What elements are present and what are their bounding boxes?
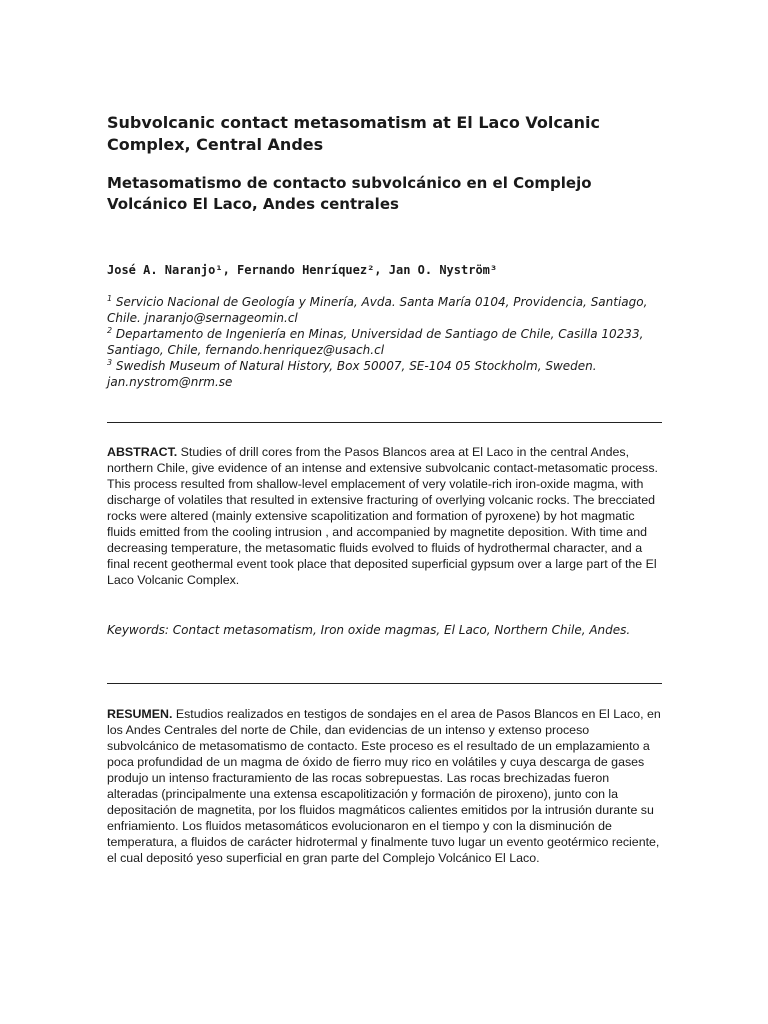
abstract-text: Studies of drill cores from the Pasos Blancos area at El Laco in the central Andes, northern Chile, give evidence of an intense and extensive subvolcanic contact-metasomatic process. This process resulted from shallow-level emplacement of very volatile-rich iron-oxide magma, with discharge of volatiles that resulted in extensive fracturing of overlying volcanic rocks. The brecciated rocks were altered (mainly extensive scapolitization and formation of pyroxene) by hot magmatic fluids emitted from the cooling intrusion , and accompanied by magnetite deposition. With time and decreasing temperature, the metasomatic fluids evolved to fluids of hydrothermal character, and a final recent geothermal event took place that deposited superficial gypsum over a large part of the El Laco Volcanic Complex.: [107, 445, 658, 587]
affiliation-2: [107, 326, 663, 358]
affiliation-text: Departamento de Ingeniería en Minas, Universidad de Santiago de Chile, Casilla 10233, Santiago, Chile, fernando.henriquez@usach.cl: [107, 327, 644, 357]
spanish-title: Metasomatismo de contacto subvolcánico en el Complejo Volcánico El Laco, Andes centrales: [107, 174, 592, 213]
resumen-text: Estudios realizados en testigos de sondajes en el area de Pasos Blancos en El Laco, en los Andes Centrales del norte de Chile, dan evidencias de un intenso y extenso proceso subvolcánico de metasomatismo de contacto. Este proceso es el resultado de un emplazamiento a poca profundidad de un magma de óxido de fierro muy rico en volátiles y cuya descarga de gases produjo un intenso fracturamiento de las rocas sobrepuestas. Las rocas brechizadas fueron alteradas (principalmente una extensa escapolitización y formación de piroxeno), junto con la depositación de magnetita, por los fluidos magmáticos calientes emitidos por la intrusión durante su enfriamiento. Los fluidos metasomáticos evolucionaron en el tiempo y con la disminución de temperatura, a fluidos de carácter hidrotermal y finalmente tuvo lugar un evento geotérmico reciente, el cual depositó yeso superficial en gran parte del Complejo Volcánico El Laco.: [107, 707, 661, 865]
author-list: José A. Naranjo¹, Fernando Henríquez², Jan O. Nyström³: [107, 263, 498, 277]
abstract-paragraph: [107, 444, 663, 588]
affiliation-mark: 1: [107, 294, 113, 303]
resumen-paragraph: [107, 706, 663, 866]
abstract-heading: ABSTRACT.: [107, 445, 178, 459]
affiliation-text: Servicio Nacional de Geología y Minería, Avda. Santa María 0104, Providencia, Santiago, Chile. jnaranjo@sernageomin.cl: [107, 295, 648, 325]
affiliation-1: [107, 294, 663, 326]
affiliation-text: Swedish Museum of Natural History, Box 50007, SE-104 05 Stockholm, Sweden. jan.nystrom@nrm.se: [107, 359, 597, 389]
keywords-line: Keywords: Contact metasomatism, Iron oxide magmas, El Laco, Northern Chile, Andes.: [107, 623, 631, 637]
affiliation-mark: 2: [107, 326, 113, 335]
affiliations: [107, 294, 663, 390]
section-divider: [107, 683, 662, 684]
english-title: Subvolcanic contact metasomatism at El Laco Volcanic Complex, Central Andes: [107, 113, 601, 154]
resumen-heading: RESUMEN.: [107, 707, 173, 721]
section-divider: [107, 422, 662, 423]
affiliation-mark: 3: [107, 358, 113, 367]
affiliation-3: [107, 358, 663, 390]
